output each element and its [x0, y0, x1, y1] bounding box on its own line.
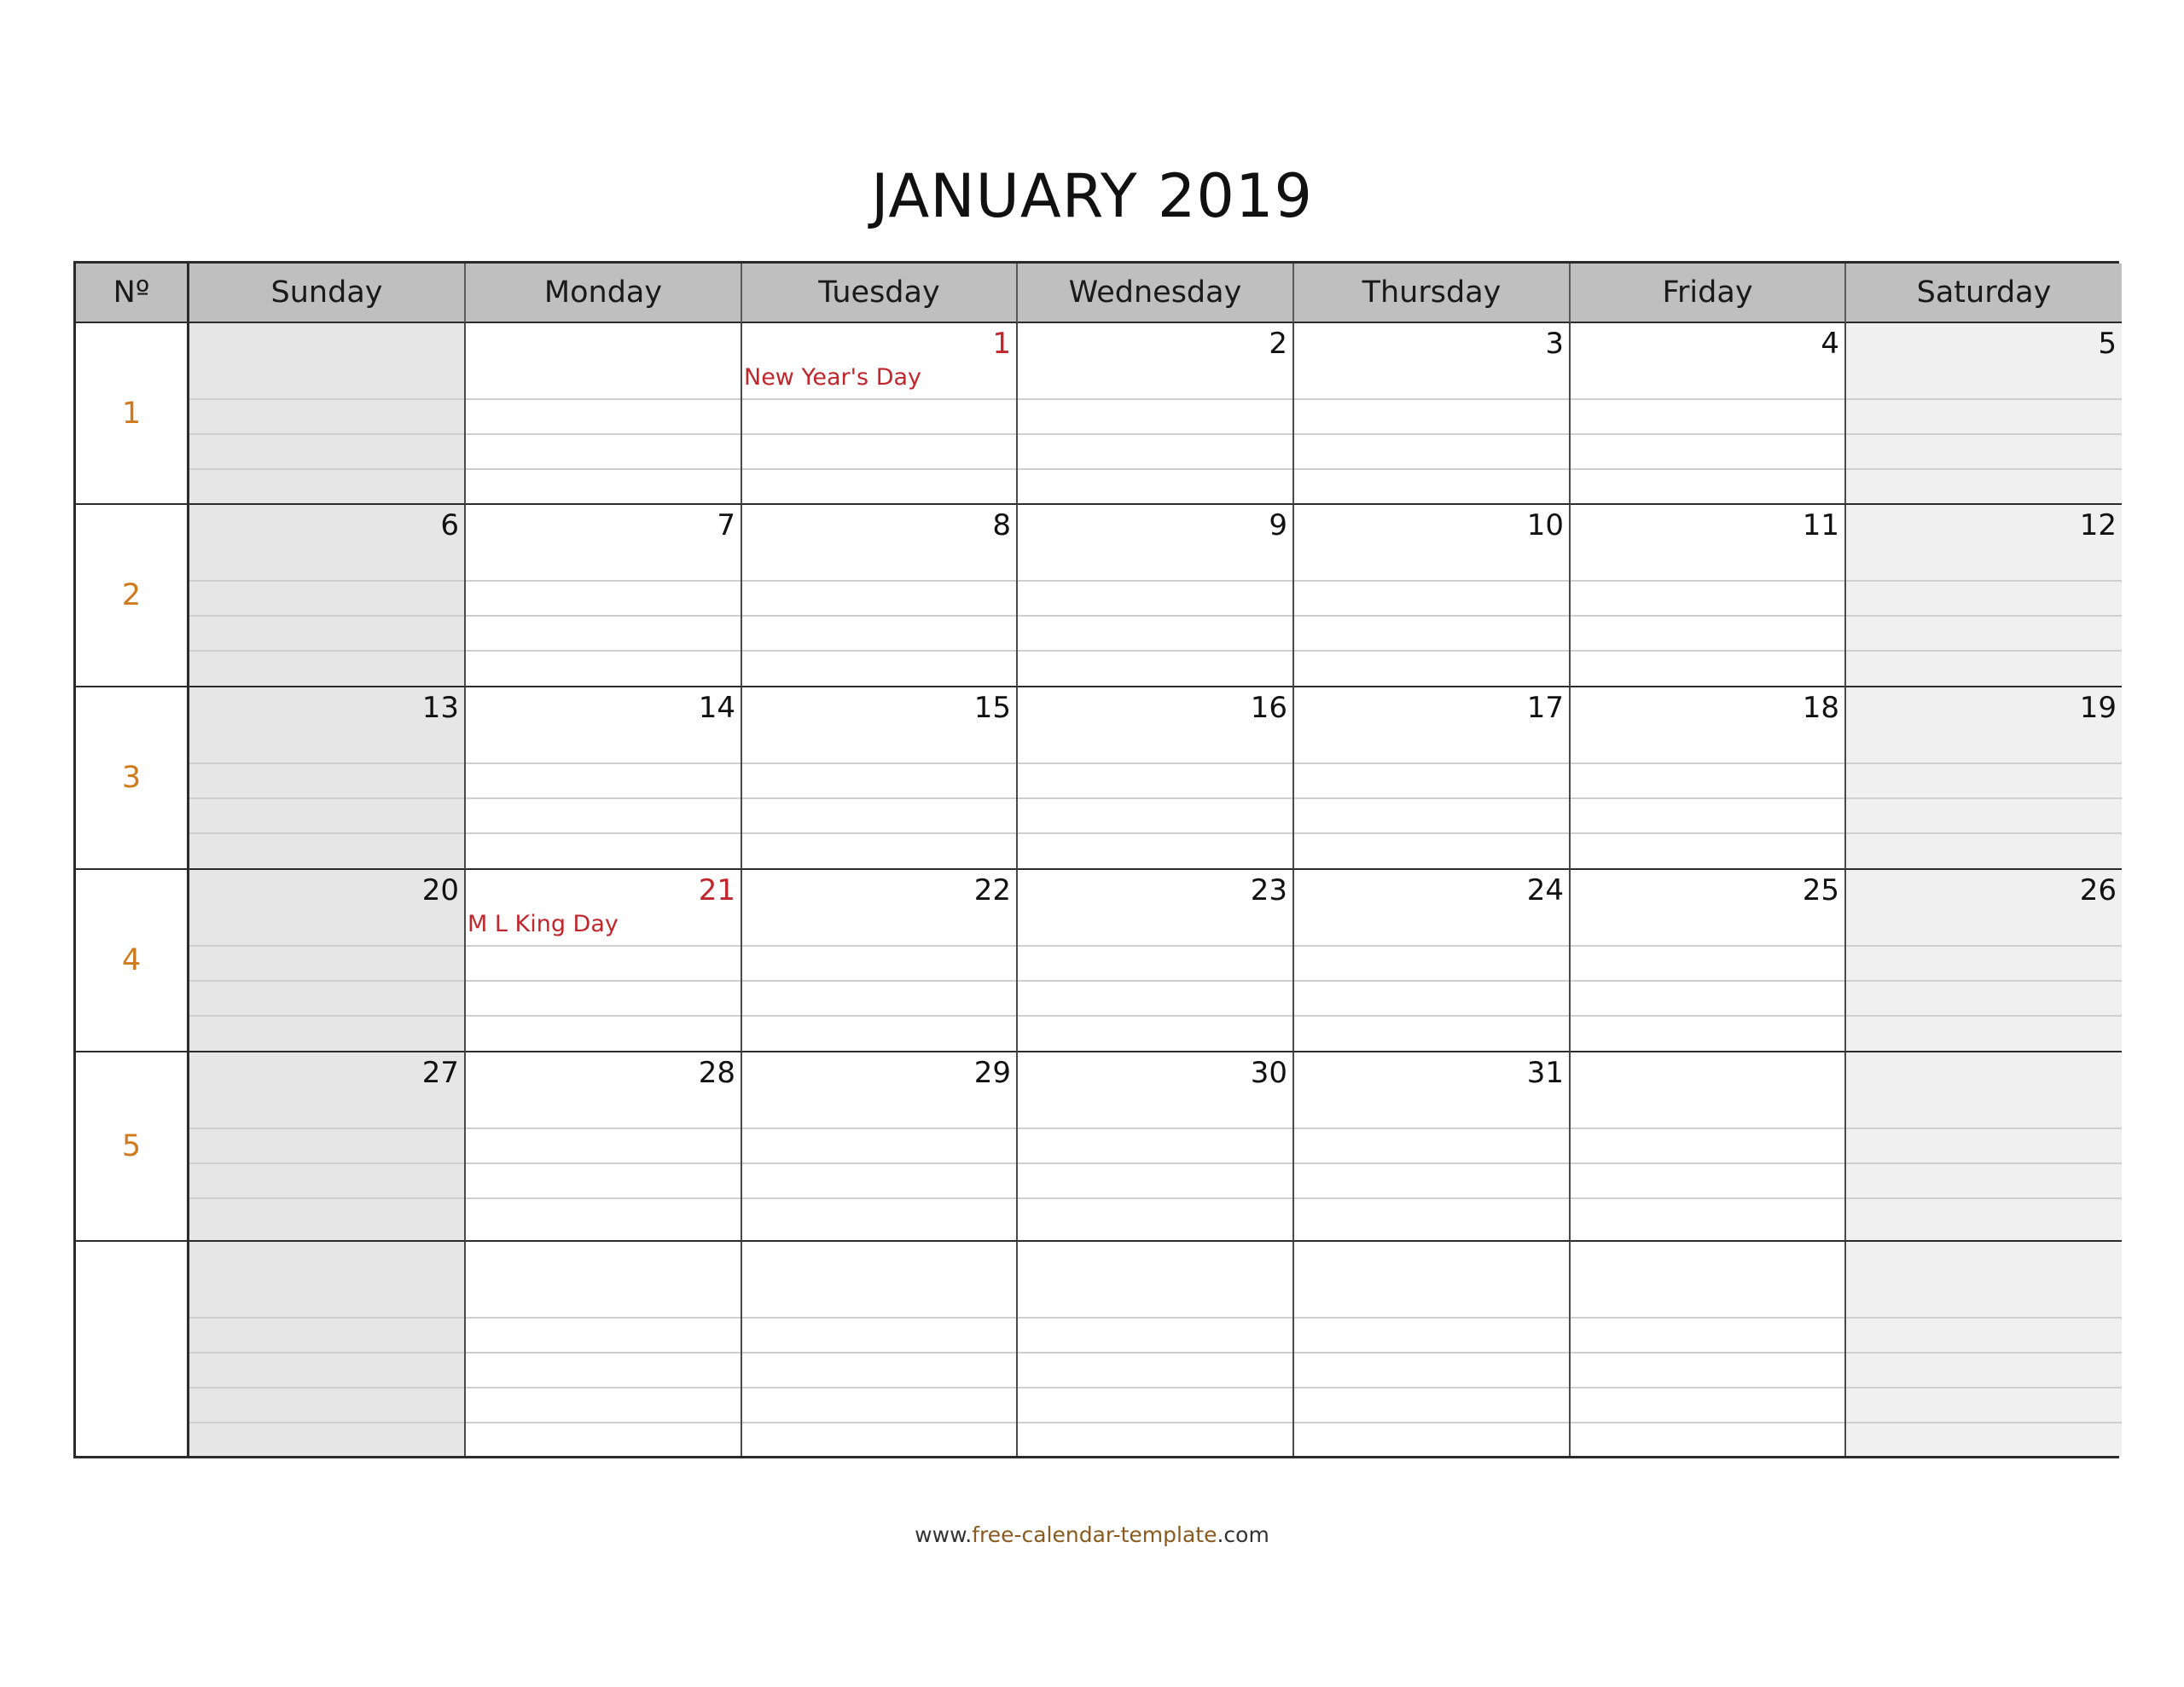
day-cell-friday[interactable] [1571, 870, 1846, 1052]
day-cell-monday[interactable] [466, 505, 742, 687]
day-cell-friday[interactable] [1571, 323, 1846, 505]
day-number: 14 [698, 691, 735, 725]
day-number: 16 [1250, 691, 1287, 725]
day-cell-thursday[interactable] [1294, 687, 1571, 870]
calendar-grid [73, 261, 2119, 1458]
day-cell-saturday[interactable] [1846, 505, 2122, 687]
footer-url[interactable] [0, 1522, 2184, 1549]
day-number: 7 [717, 508, 735, 542]
day-cell-saturday[interactable] [1846, 1052, 2122, 1242]
day-number: 17 [1526, 691, 1564, 725]
day-number: 22 [973, 873, 1011, 907]
day-cell-wednesday[interactable] [1018, 505, 1294, 687]
day-cell-friday[interactable] [1571, 1052, 1846, 1242]
day-cell-tuesday[interactable] [742, 323, 1018, 505]
day-number: 12 [2079, 508, 2117, 542]
day-number: 21 [698, 873, 735, 907]
week-number [76, 1242, 189, 1456]
header-week-number: Nº [76, 264, 189, 323]
day-cell-saturday[interactable] [1846, 870, 2122, 1052]
day-cell-friday[interactable] [1571, 687, 1846, 870]
day-cell-wednesday[interactable] [1018, 870, 1294, 1052]
footer-url-suffix: .com [1217, 1522, 1269, 1547]
day-cell-monday[interactable] [466, 687, 742, 870]
day-cell-thursday[interactable] [1294, 323, 1571, 505]
day-cell-saturday[interactable] [1846, 323, 2122, 505]
day-number: 29 [973, 1056, 1011, 1090]
week-number: 4 [76, 870, 189, 1052]
week-number: 2 [76, 505, 189, 687]
day-number: 23 [1250, 873, 1287, 907]
day-number: 9 [1269, 508, 1287, 542]
day-cell-wednesday[interactable] [1018, 1052, 1294, 1242]
header-day-saturday: Saturday [1846, 264, 2122, 323]
day-number: 28 [698, 1056, 735, 1090]
header-day-sunday: Sunday [189, 264, 466, 323]
day-cell-tuesday[interactable] [742, 505, 1018, 687]
day-number: 5 [2098, 327, 2117, 361]
day-cell-thursday[interactable] [1294, 1052, 1571, 1242]
day-number: 2 [1269, 327, 1287, 361]
day-number: 20 [421, 873, 459, 907]
day-cell-sunday[interactable] [189, 505, 466, 687]
day-number: 11 [1802, 508, 1839, 542]
day-cell-sunday[interactable] [189, 1052, 466, 1242]
day-number: 1 [992, 327, 1011, 361]
day-cell-thursday[interactable] [1294, 1242, 1571, 1456]
day-number: 6 [440, 508, 459, 542]
day-cell-thursday[interactable] [1294, 870, 1571, 1052]
day-cell-wednesday[interactable] [1018, 1242, 1294, 1456]
day-number: 3 [1545, 327, 1564, 361]
day-cell-sunday[interactable] [189, 323, 466, 505]
day-number: 19 [2079, 691, 2117, 725]
day-number: 10 [1526, 508, 1564, 542]
header-day-monday: Monday [466, 264, 742, 323]
day-cell-wednesday[interactable] [1018, 323, 1294, 505]
day-cell-monday[interactable] [466, 323, 742, 505]
day-number: 13 [421, 691, 459, 725]
day-cell-friday[interactable] [1571, 505, 1846, 687]
header-day-thursday: Thursday [1294, 264, 1571, 323]
day-number: 27 [421, 1056, 459, 1090]
day-cell-tuesday[interactable] [742, 870, 1018, 1052]
day-number: 25 [1802, 873, 1839, 907]
day-cell-friday[interactable] [1571, 1242, 1846, 1456]
week-number: 3 [76, 687, 189, 870]
day-cell-monday[interactable] [466, 1242, 742, 1456]
day-cell-monday[interactable] [466, 870, 742, 1052]
day-number: 18 [1802, 691, 1839, 725]
day-number: 8 [992, 508, 1011, 542]
holiday-name: New Year's Day [744, 364, 922, 391]
day-cell-saturday[interactable] [1846, 1242, 2122, 1456]
day-cell-tuesday[interactable] [742, 687, 1018, 870]
day-cell-sunday[interactable] [189, 1242, 466, 1456]
day-number: 15 [973, 691, 1011, 725]
footer-url-prefix: www. [915, 1522, 973, 1547]
week-number: 1 [76, 323, 189, 505]
day-cell-thursday[interactable] [1294, 505, 1571, 687]
day-cell-tuesday[interactable] [742, 1242, 1018, 1456]
holiday-name: M L King Day [468, 911, 619, 937]
header-day-wednesday: Wednesday [1018, 264, 1294, 323]
day-number: 4 [1821, 327, 1839, 361]
day-number: 30 [1250, 1056, 1287, 1090]
day-cell-sunday[interactable] [189, 870, 466, 1052]
day-number: 24 [1526, 873, 1564, 907]
day-cell-sunday[interactable] [189, 687, 466, 870]
day-cell-tuesday[interactable] [742, 1052, 1018, 1242]
day-cell-wednesday[interactable] [1018, 687, 1294, 870]
footer-url-middle: free-calendar-template [972, 1522, 1217, 1547]
day-number: 31 [1526, 1056, 1564, 1090]
header-day-tuesday: Tuesday [742, 264, 1018, 323]
day-cell-saturday[interactable] [1846, 687, 2122, 870]
header-day-friday: Friday [1571, 264, 1846, 323]
calendar-title: JANUARY 2019 [870, 161, 1314, 231]
day-cell-monday[interactable] [466, 1052, 742, 1242]
day-number: 26 [2079, 873, 2117, 907]
week-number: 5 [76, 1052, 189, 1242]
